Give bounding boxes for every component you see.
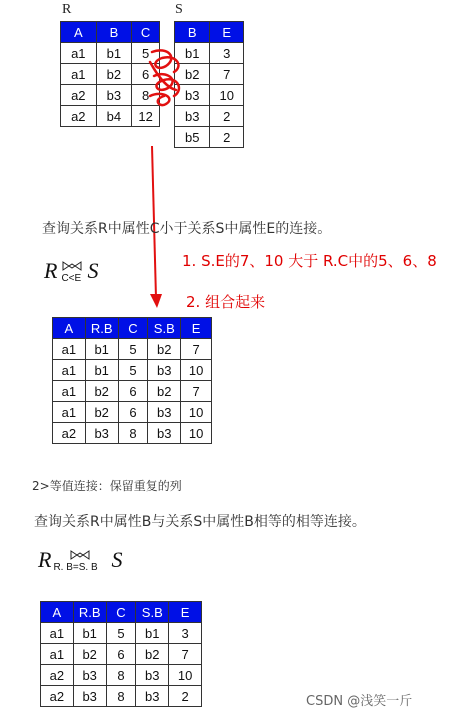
table-cell: a1 (53, 381, 86, 402)
table-cell: 7 (181, 381, 212, 402)
table-cell: 6 (132, 64, 160, 85)
table-row (53, 423, 212, 444)
table-cell: b5 (175, 127, 210, 148)
table-cell: b1 (85, 360, 118, 381)
scribble-loop-bottom (150, 94, 169, 105)
table-cell: b3 (136, 665, 169, 686)
table-cell: b1 (136, 623, 169, 644)
table-cell: a1 (41, 644, 74, 665)
table-cell: 3 (169, 623, 202, 644)
scribble-loop-top (152, 50, 178, 72)
formula-right: S (111, 547, 123, 572)
column-header: C (132, 22, 160, 43)
table-row (41, 644, 202, 665)
table-cell: b2 (85, 381, 118, 402)
table-cell: b3 (148, 402, 181, 423)
table-cell: b2 (136, 644, 169, 665)
table-cell: 7 (169, 644, 202, 665)
equi-join-result-table (40, 601, 202, 707)
table-cell: 2 (210, 127, 244, 148)
table-cell: 8 (106, 686, 136, 707)
table-cell: a2 (41, 686, 74, 707)
table-cell: 6 (106, 644, 136, 665)
table-cell: 2 (169, 686, 202, 707)
table-cell: 5 (118, 339, 148, 360)
theta-join-description: 查询关系R中属性C小于关系S中属性E的连接。 (42, 221, 332, 237)
table-cell: b3 (148, 423, 181, 444)
watermark: CSDN @浅笑一斤 (306, 694, 413, 709)
equi-join-heading: 2>等值连接：保留重复的列 (32, 479, 182, 493)
table-cell: 10 (181, 360, 212, 381)
table-cell: a1 (61, 43, 97, 64)
column-header: C (106, 602, 136, 623)
formula-condition: C<E (61, 273, 82, 284)
column-header: B (96, 22, 132, 43)
table-row (53, 339, 212, 360)
table-cell: b3 (175, 106, 210, 127)
theta-join-result-table (52, 317, 212, 444)
table-cell: b3 (73, 665, 106, 686)
table-header-row (53, 318, 212, 339)
table-cell: 6 (118, 381, 148, 402)
column-header: A (53, 318, 86, 339)
table-cell: b3 (96, 85, 132, 106)
table-cell: 5 (118, 360, 148, 381)
table-cell: 8 (106, 665, 136, 686)
table-row (53, 360, 212, 381)
column-header: C (118, 318, 148, 339)
table-cell: 8 (118, 423, 148, 444)
table-cell: 3 (210, 43, 244, 64)
table-cell: 6 (118, 402, 148, 423)
table-cell: a2 (61, 85, 97, 106)
table-cell: a2 (41, 665, 74, 686)
table-row (53, 402, 212, 423)
table-cell: b4 (96, 106, 132, 127)
column-header: E (169, 602, 202, 623)
table-cell: b1 (175, 43, 210, 64)
table-row (53, 381, 212, 402)
table-cell: a1 (53, 339, 86, 360)
table-cell: 2 (210, 106, 244, 127)
table-cell: b1 (73, 623, 106, 644)
table-cell: a2 (53, 423, 86, 444)
formula-left: R (38, 547, 52, 572)
column-header: E (210, 22, 244, 43)
table-cell: 7 (181, 339, 212, 360)
table-cell: b3 (85, 423, 118, 444)
column-header: A (61, 22, 97, 43)
annotation-step-1: 1. S.E的7、10 大于 R.C中的5、6、8 (182, 252, 437, 270)
table-cell: b2 (96, 64, 132, 85)
table-cell: 5 (106, 623, 136, 644)
theta-join-formula (44, 258, 98, 284)
table-cell: 8 (132, 85, 160, 106)
table-cell: b3 (136, 686, 169, 707)
table-cell: b1 (85, 339, 118, 360)
column-header: S.B (136, 602, 169, 623)
column-header: S.B (148, 318, 181, 339)
table-cell: b2 (148, 381, 181, 402)
table-cell: a1 (53, 360, 86, 381)
table-cell: a1 (53, 402, 86, 423)
table-cell: 10 (181, 423, 212, 444)
table-cell: b3 (175, 85, 210, 106)
table-cell: a1 (61, 64, 97, 85)
column-header: B (175, 22, 210, 43)
table-cell: 7 (210, 64, 244, 85)
column-header: R.B (85, 318, 118, 339)
table-cell: b3 (148, 360, 181, 381)
column-header: R.B (73, 602, 106, 623)
join-symbol-icon (55, 549, 107, 571)
table-header-row (41, 602, 202, 623)
formula-left: R (44, 258, 58, 283)
table-cell: b1 (96, 43, 132, 64)
formula-condition: R. B=S. B (53, 562, 98, 573)
relation-s-label: S (175, 2, 183, 17)
table-cell: a2 (61, 106, 97, 127)
table-cell: b2 (175, 64, 210, 85)
annotation-step-2: 2. 组合起来 (186, 293, 266, 311)
table-cell: b2 (73, 644, 106, 665)
table-cell: 5 (132, 43, 160, 64)
table-cell: 10 (181, 402, 212, 423)
formula-right: S (87, 258, 99, 283)
equi-join-formula (38, 547, 122, 573)
table-cell: b3 (73, 686, 106, 707)
table-cell: 10 (210, 85, 244, 106)
join-symbol-icon (61, 260, 83, 282)
table-row (41, 623, 202, 644)
equi-join-description: 查询关系R中属性B与关系S中属性B相等的相等连接。 (34, 514, 366, 530)
table-cell: 10 (169, 665, 202, 686)
arrow-head-icon (150, 294, 162, 308)
table-cell: a1 (41, 623, 74, 644)
table-cell: b2 (85, 402, 118, 423)
table-cell: b2 (148, 339, 181, 360)
relation-r-label: R (62, 2, 72, 17)
table-cell: 12 (132, 106, 160, 127)
table-row (41, 686, 202, 707)
column-header: E (181, 318, 212, 339)
table-row (41, 665, 202, 686)
column-header: A (41, 602, 74, 623)
